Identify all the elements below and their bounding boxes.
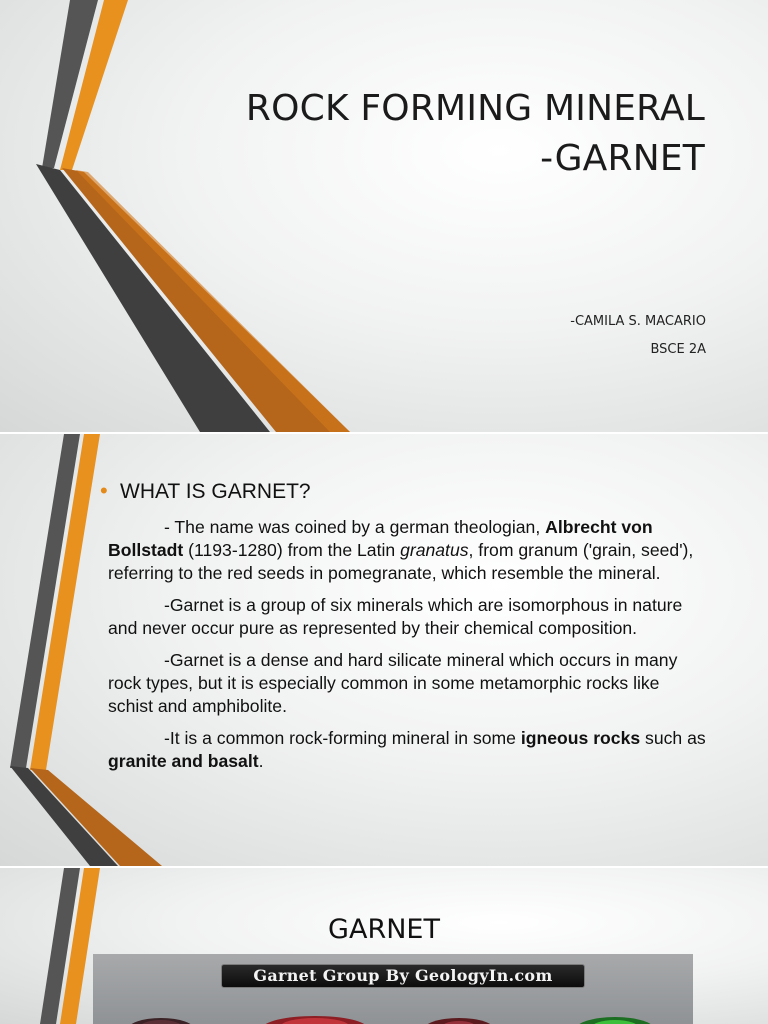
garnet-stones-image xyxy=(93,1006,693,1024)
italic-term: granatus xyxy=(400,540,469,560)
bullet-dot-icon: • xyxy=(100,478,108,503)
author-section: BSCE 2A xyxy=(650,342,706,357)
decorative-stripes xyxy=(0,0,768,432)
slide-body xyxy=(108,516,708,782)
heading-text: WHAT IS GARNET? xyxy=(120,480,311,503)
slide-title xyxy=(0,0,768,432)
paragraph-3: -Garnet is a dense and hard silicate mineral which occurs in many rock types, but it is especially common in some metamorphic rocks like schist and amphibolite. xyxy=(108,650,678,716)
slide-title-text: GARNET xyxy=(328,914,440,945)
bold-name: Albrecht von Bollstadt xyxy=(108,517,653,560)
paragraph-1: - The name was coined by a german theologian, Albrecht von Bollstadt (1193-1280) from the Latin granatus, from granum ('grain, seed'), referring to the red seeds in pomegranate, which resemble the mineral. xyxy=(108,517,694,583)
author-name: -CAMILA S. MACARIO xyxy=(570,314,706,329)
paragraph-2: -Garnet is a group of six minerals which are isomorphous in nature and never occur pure as represented by their chemical composition. xyxy=(108,595,683,638)
title-line-2: -GARNET xyxy=(540,138,705,179)
slide-what-is-garnet xyxy=(0,434,768,866)
author-block xyxy=(570,308,706,364)
photo-banner: Garnet Group By GeologyIn.com xyxy=(221,964,585,988)
presentation-title xyxy=(85,84,705,184)
title-line-1: ROCK FORMING MINERAL xyxy=(245,88,705,129)
garnet-group-photo xyxy=(93,954,693,1024)
bullet-heading xyxy=(100,478,311,504)
paragraph-4: -It is a common rock-forming mineral in some igneous rocks such as granite and basalt. xyxy=(108,728,706,771)
slide-garnet-image xyxy=(0,868,768,1024)
